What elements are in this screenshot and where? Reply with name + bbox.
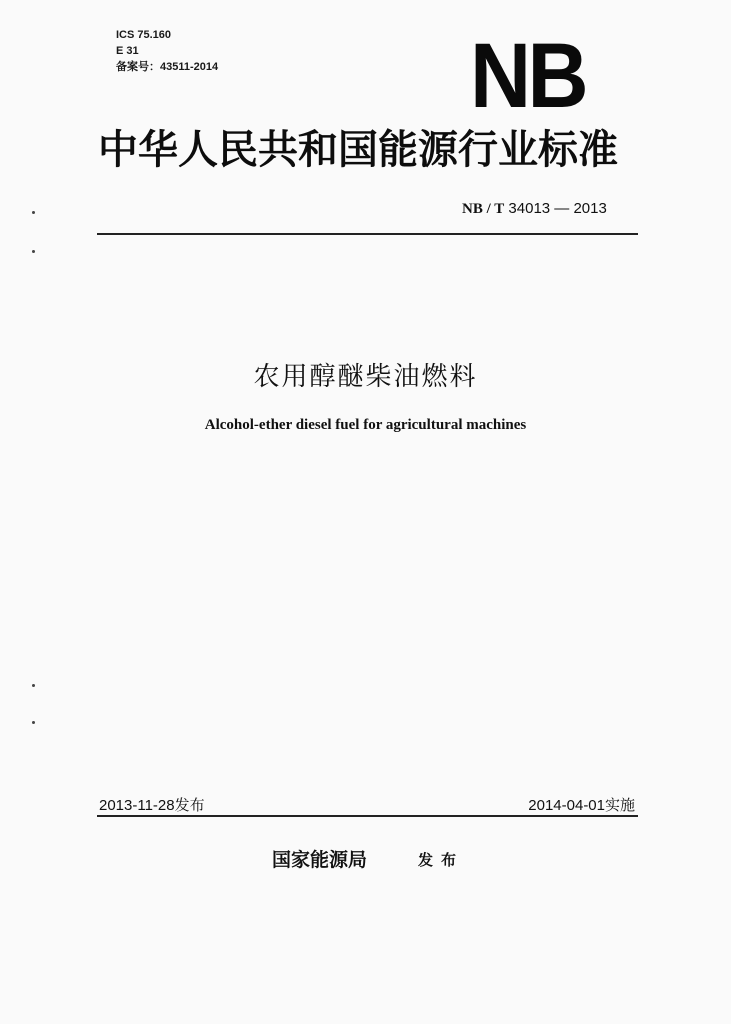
scan-speck — [32, 721, 35, 724]
ics-code: ICS 75.160 — [116, 29, 172, 41]
classification-block — [116, 27, 218, 75]
category-code: E 31 — [116, 45, 139, 57]
record-number: 备案号：43511-2014 — [116, 61, 219, 73]
nb-logo: NB — [470, 25, 585, 127]
issue-date: 2013-11-28发布 — [99, 797, 205, 814]
publisher-name: 国家能源局 — [272, 849, 368, 871]
implementation-date: 2014-04-01实施 — [528, 797, 635, 814]
document-title-chinese: 农用醇醚柴油燃料 — [253, 362, 478, 392]
top-divider — [97, 233, 638, 235]
document-title-english: Alcohol-ether diesel fuel for agricultural machines — [204, 417, 527, 433]
standard-code — [462, 200, 607, 218]
scan-speck — [32, 684, 35, 687]
bottom-divider — [97, 815, 638, 817]
scan-speck — [32, 250, 35, 253]
scan-speck — [32, 211, 35, 214]
standard-code-number: 34013 — 2013 — [508, 200, 607, 217]
publish-action: 发布 — [418, 851, 465, 869]
standard-code-prefix: NB / T — [462, 201, 505, 217]
organization-title: 中华人民共和国能源行业标准 — [98, 127, 618, 173]
